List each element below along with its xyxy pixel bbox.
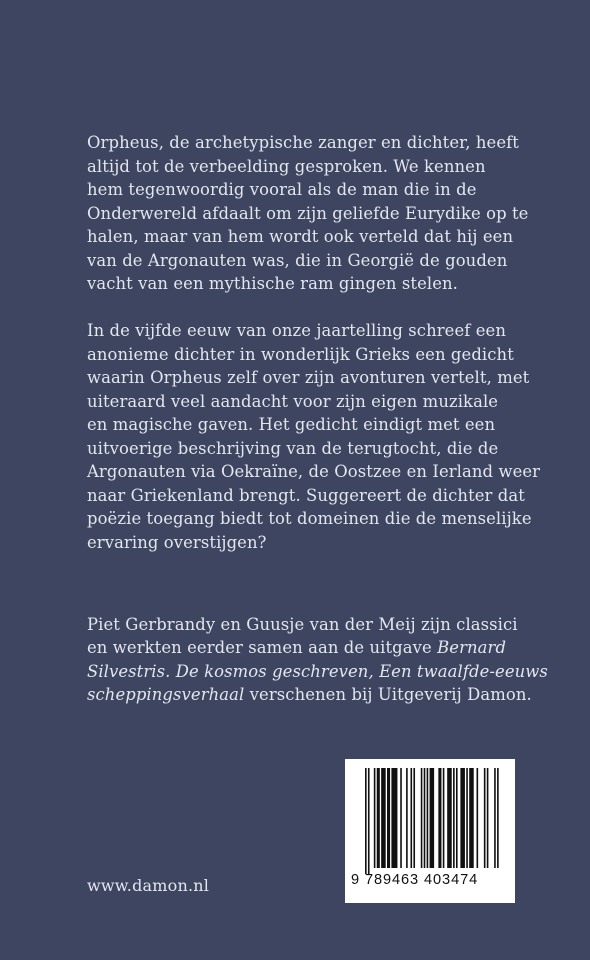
paragraph-orpheus-intro <box>87 131 527 296</box>
barcode-bar <box>365 768 367 874</box>
barcode-bar <box>430 768 435 868</box>
blurb-line: en magische gaven. Het gedicht eindigt met een <box>87 415 496 434</box>
paragraph-poem-description <box>87 319 541 554</box>
barcode-bar <box>410 768 412 868</box>
book-title-italic: scheppingsverhaal <box>87 685 245 704</box>
blurb-line: uitvoerige beschrijving van de terugtocht, die de <box>87 438 499 458</box>
book-title-italic: Silvestris. De kosmos geschreven, Een twaalfde-eeuws <box>87 661 548 681</box>
barcode-bar <box>406 768 408 868</box>
barcode-bar <box>427 768 429 868</box>
barcode-bar <box>469 768 474 868</box>
blurb-line: anonieme dichter in wonderlijk Grieks een gedicht <box>87 344 514 364</box>
blurb-line: altijd tot de verbeelding gesproken. We kennen <box>87 156 486 176</box>
blurb-line: van de Argonauten was, die in Georgië de gouden <box>87 250 508 270</box>
barcode-bar <box>421 768 423 868</box>
barcode-bar <box>477 768 479 868</box>
isbn-barcode <box>345 759 515 903</box>
blurb-line: Piet Gerbrandy en Guusje van der Meij zijn classici <box>87 614 518 634</box>
blurb-line: hem tegenwoordig vooral als de man die in de <box>87 180 477 199</box>
barcode-bar <box>487 768 489 868</box>
barcode-bar <box>387 768 390 868</box>
barcode-bar <box>447 768 452 868</box>
barcode-bar <box>400 768 402 868</box>
publisher-website: www.damon.nl <box>87 876 210 895</box>
blurb-text <box>87 131 548 707</box>
blurb-line: In de vijfde eeuw van onze jaartelling schreef een <box>87 321 507 340</box>
blurb-line: Onderwereld afdaalt om zijn geliefde Eurydike op te <box>87 203 529 223</box>
barcode-bar <box>391 768 397 868</box>
blurb-line: vacht van een mythische ram gingen stelen. <box>87 274 458 293</box>
blurb-line: waarin Orpheus zelf over zijn avonturen vertelt, met <box>87 368 530 387</box>
barcode-bar <box>438 768 441 868</box>
barcode-bars <box>365 768 500 874</box>
blurb-line: Orpheus, de archetypische zanger en dichter, heeft <box>87 133 519 152</box>
blurb-line <box>87 683 532 707</box>
blurb-line: Argonauten via Oekraïne, de Oostzee en Ierland weer <box>87 462 541 481</box>
blurb-line <box>87 636 527 660</box>
barcode-bar <box>494 768 496 868</box>
barcode-bar <box>460 768 465 868</box>
blurb-line: poëzie toegang biedt tot domeinen die de menselijke <box>87 509 532 528</box>
barcode-bar <box>466 768 468 868</box>
barcode-bar <box>381 768 386 868</box>
blurb-line: uiteraard veel aandacht voor zijn eigen muzikale <box>87 391 499 411</box>
blurb-text-run: en werkten eerder samen aan de uitgave <box>87 638 438 657</box>
blurb-line: naar Griekenland brengt. Suggereert de dichter dat <box>87 485 525 505</box>
barcode-bar <box>374 768 376 868</box>
paragraph-authors <box>87 613 548 707</box>
barcode-bar <box>453 768 455 868</box>
barcode-bar <box>368 768 370 874</box>
barcode-bar <box>413 768 415 868</box>
blurb-text-run: verschenen bij Uitgeverij Damon. <box>244 685 532 704</box>
barcode-bar <box>484 768 486 868</box>
book-title-italic: Bernard <box>437 638 507 657</box>
barcode-bar <box>456 768 458 868</box>
barcode-bar <box>424 768 426 868</box>
paragraph-spacer <box>87 578 527 613</box>
barcode-bar <box>443 768 445 868</box>
barcode-bar <box>377 768 380 868</box>
isbn-number: 9 789463 403474 <box>351 872 479 888</box>
blurb-line: ervaring overstijgen? <box>87 532 267 552</box>
barcode-bar <box>497 768 499 868</box>
blurb-line: halen, maar van hem wordt ook verteld dat hij een <box>87 227 514 246</box>
